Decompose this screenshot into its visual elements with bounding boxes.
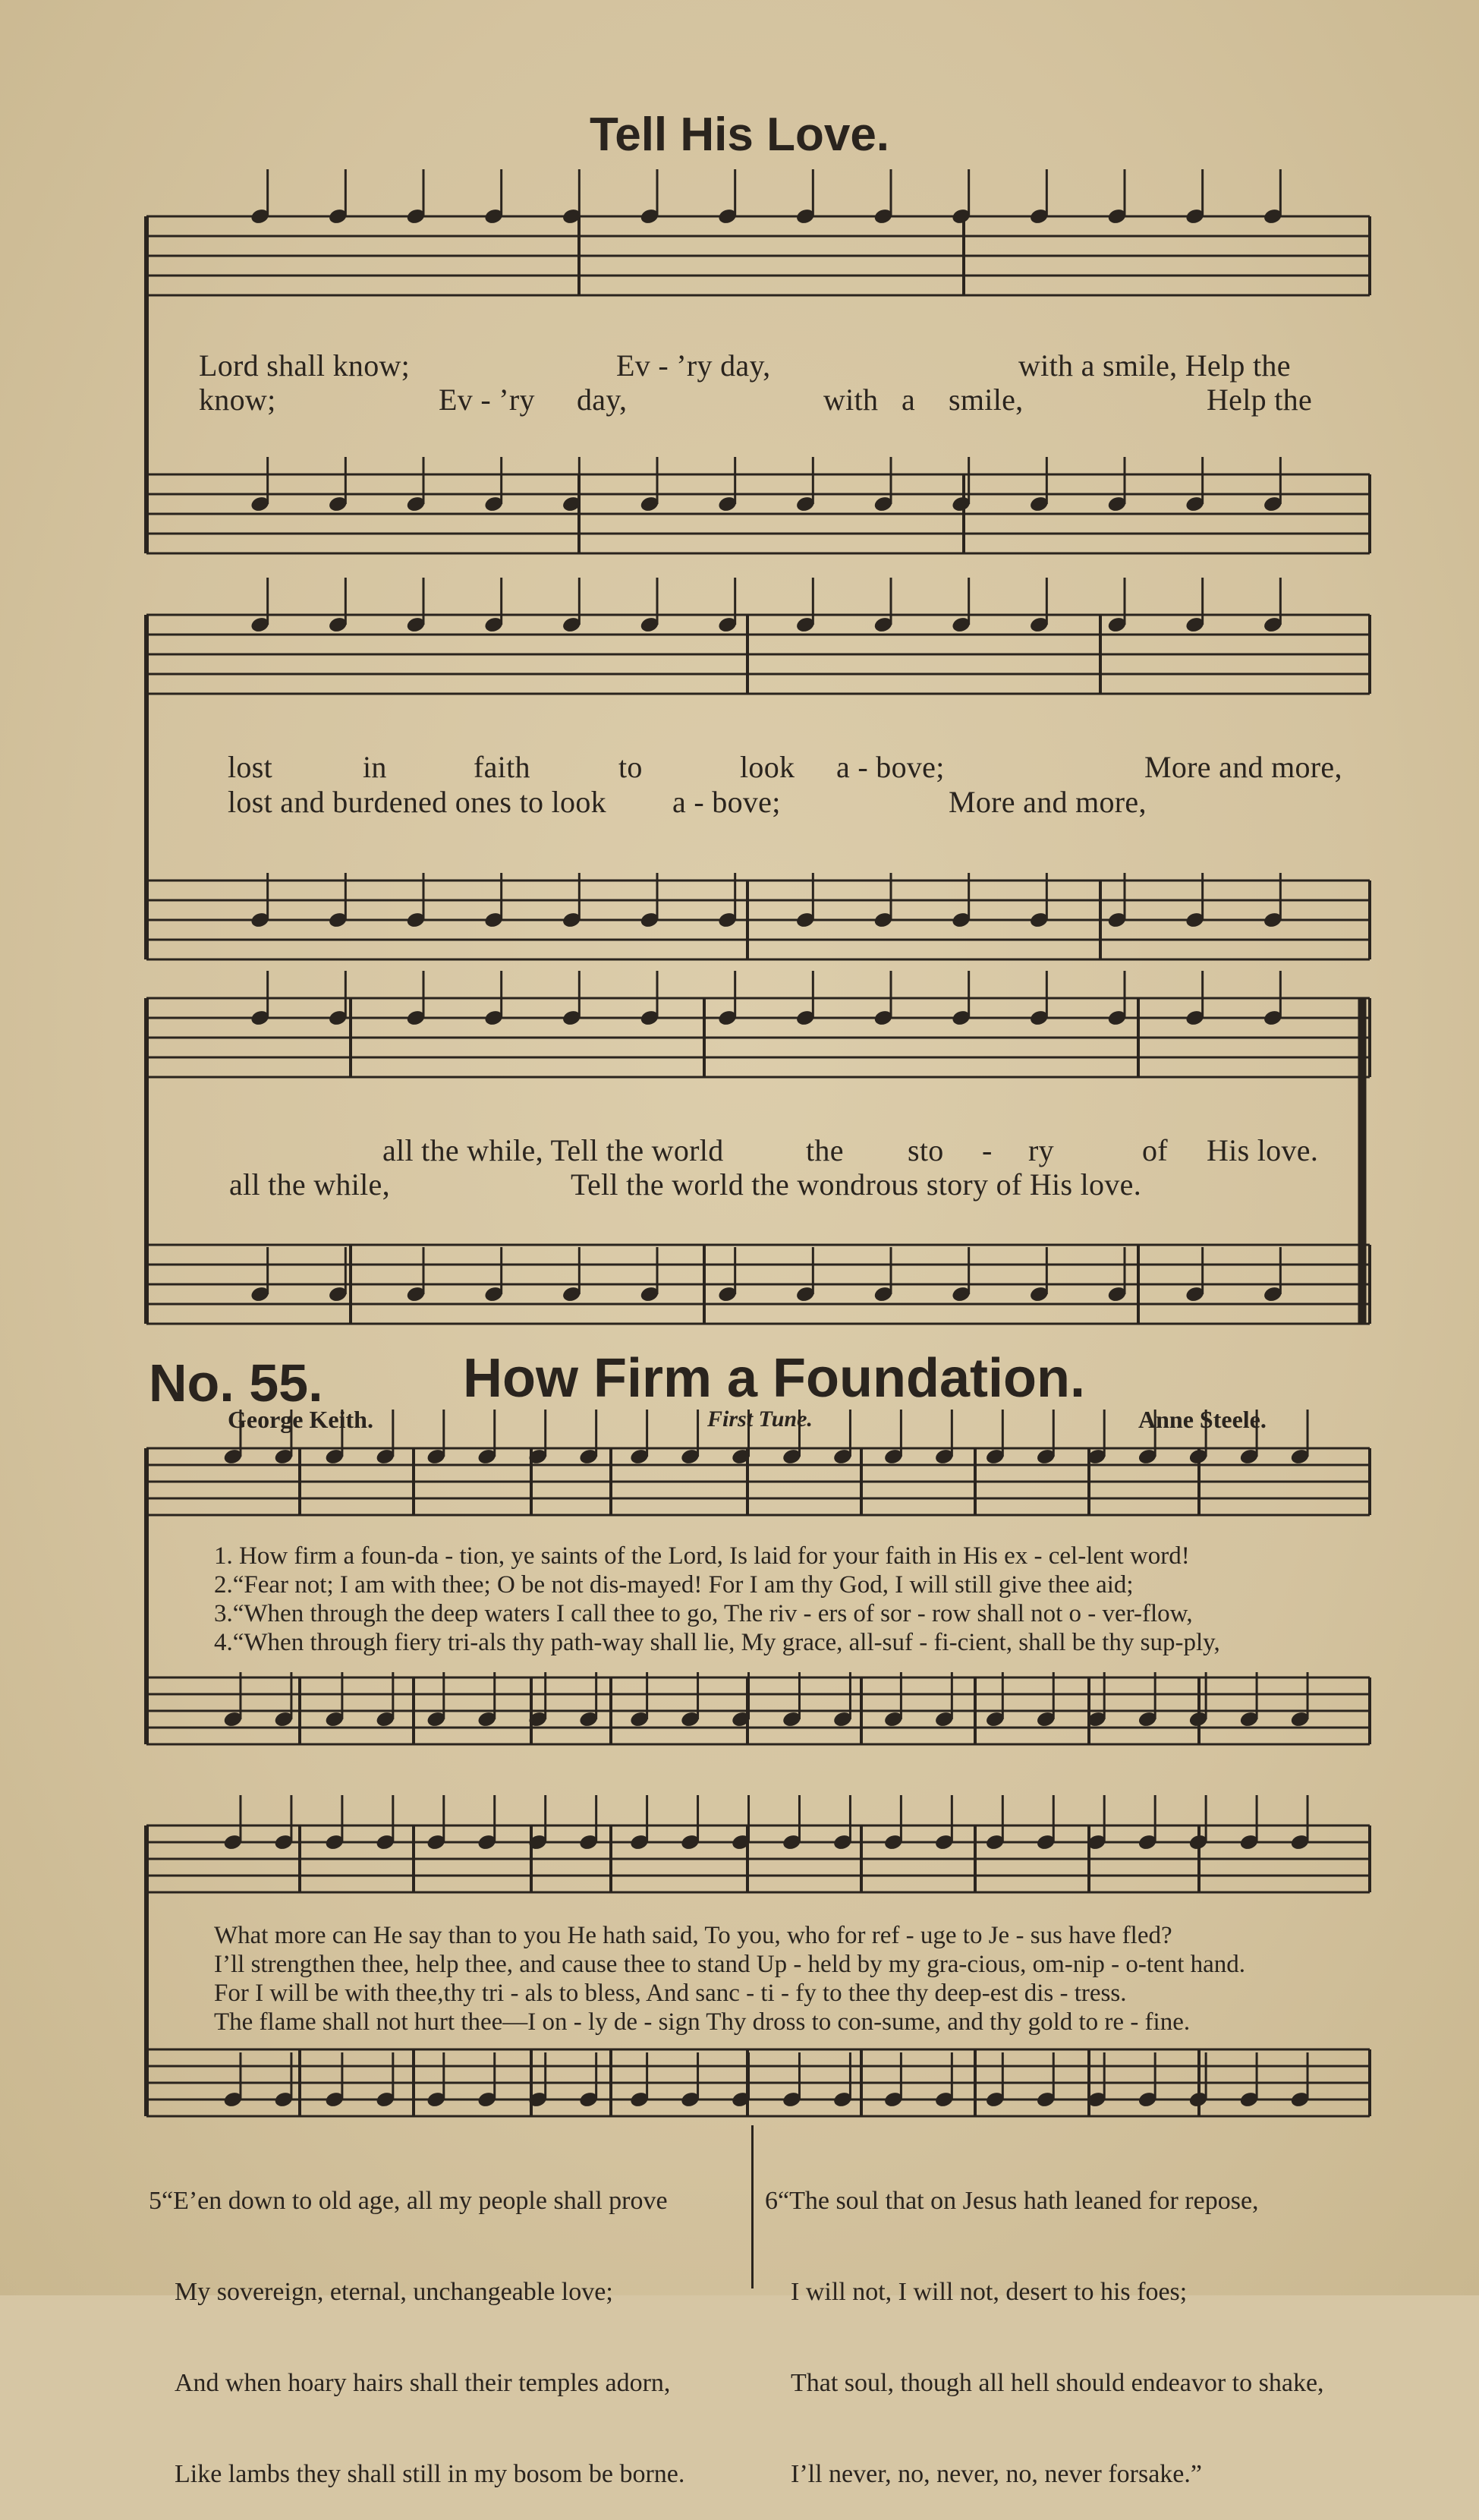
song-title-tell-his-love: Tell His Love. — [589, 109, 890, 161]
stanza-6-line-2: I will not, I will not, desert to his foes; — [791, 2278, 1188, 2306]
lyric-s1-lower-1: know; — [199, 383, 276, 417]
verse-1-line-2: What more can He say than to you He hath said, To you, who for ref - uge to Je - sus have fled? — [214, 1922, 1172, 1949]
verse-4-line-1: 4.“When through fiery tri-als thy path-way shall lie, My grace, all-suf - fi-cient, shall be thy sup-ply, — [214, 1629, 1220, 1656]
lyric-s2-upper-6: a - bove; — [836, 750, 945, 784]
stanza-6-line-4: I’ll never, no, never, no, never forsake.” — [791, 2460, 1202, 2488]
lyric-s2-lower-1: lost and burdened ones to look — [228, 785, 606, 819]
stanza-6 — [765, 2125, 1324, 2520]
stanza-5-line-4: Like lambs they shall still in my bosom be borne. — [175, 2460, 685, 2488]
lyric-s1-lower-2: Ev - ’ry — [439, 383, 535, 417]
lyric-s3-upper-1: all the while, Tell the world — [382, 1133, 724, 1167]
credit-words: Anne Steele. — [1138, 1406, 1267, 1433]
lyric-s1-lower-3: day, — [577, 383, 628, 417]
lyric-s3-upper-3: sto — [908, 1133, 944, 1167]
lyric-s2-upper-3: faith — [474, 750, 530, 784]
verse-4-line-2: The flame shall not hurt thee—I on - ly de - sign Thy dross to con-sume, and thy gold to re - fine. — [214, 2008, 1191, 2036]
credit-music: George Keith. — [228, 1406, 373, 1433]
lyric-s1-lower-4: with — [823, 383, 879, 417]
lyric-s3-upper-6: of — [1142, 1133, 1168, 1167]
lyric-s2-lower-2: a - bove; — [672, 785, 781, 819]
stanza-5-line-1: 5“E’en down to old age, all my people shall prove — [149, 2187, 668, 2215]
verse-2-line-2: I’ll strengthen thee, help thee, and cause thee to stand Up - held by my gra-cious, om-nip - o-tent hand. — [214, 1951, 1246, 1978]
stanza-5-line-2: My sovereign, eternal, unchangeable love; — [175, 2278, 613, 2306]
lyric-s2-upper-4: to — [618, 750, 643, 784]
lyric-s3-lower-1: all the while, — [229, 1167, 390, 1202]
lyric-s1-upper-2: Ev - ’ry day, — [616, 348, 771, 383]
stanza-6-line-3: That soul, though all hell should endeavor to shake, — [791, 2369, 1324, 2397]
stanza-divider — [751, 2125, 754, 2288]
verse-3-line-2: For I will be with thee,thy tri - als to bless, And sanc - ti - fy to thee thy deep-est dis - tress. — [214, 1980, 1127, 2007]
lyric-s3-upper-7: His love. — [1207, 1133, 1319, 1167]
final-double-bar — [1358, 998, 1366, 1325]
lyric-s1-lower-6: smile, — [949, 383, 1024, 417]
lyric-s2-lower-3: More and more, — [949, 785, 1147, 819]
lyric-s2-upper-1: lost — [228, 750, 272, 784]
verse-2-line-1: 2.“Fear not; I am with thee; O be not dis-mayed! For I am thy God, I will still give thee aid; — [214, 1571, 1134, 1599]
song-title-how-firm: How Firm a Foundation. — [463, 1348, 1085, 1409]
hymn-number: No. 55. — [149, 1353, 323, 1413]
tune-label: First Tune. — [707, 1406, 813, 1432]
lyric-s2-upper-7: More and more, — [1144, 750, 1342, 784]
lyric-s2-upper-2: in — [363, 750, 387, 784]
lyric-s1-upper-3: with a smile, Help the — [1018, 348, 1291, 383]
stanza-5 — [149, 2125, 684, 2520]
verse-1-line-1: 1. How firm a foun-da - tion, ye saints of the Lord, Is laid for your faith in His ex - cel-lent word! — [214, 1542, 1190, 1570]
lyric-s2-upper-5: look — [740, 750, 795, 784]
lyric-s3-upper-2: the — [806, 1133, 844, 1167]
lyric-s1-lower-5: a — [902, 383, 916, 417]
stanza-6-line-1: 6“The soul that on Jesus hath leaned for repose, — [765, 2187, 1259, 2215]
lyric-s3-upper-5: ry — [1028, 1133, 1054, 1167]
lyric-s3-upper-4: - — [982, 1133, 993, 1167]
lyric-s1-lower-7: Help the — [1207, 383, 1313, 417]
lyric-s3-lower-2: Tell the world the wondrous story of His love. — [571, 1167, 1142, 1202]
verse-3-line-1: 3.“When through the deep waters I call thee to go, The riv - ers of sor - row shall not o - ver-flow, — [214, 1600, 1193, 1627]
stanza-5-line-3: And when hoary hairs shall their temples adorn, — [175, 2369, 671, 2397]
lyric-s1-upper-1: Lord shall know; — [199, 348, 411, 383]
